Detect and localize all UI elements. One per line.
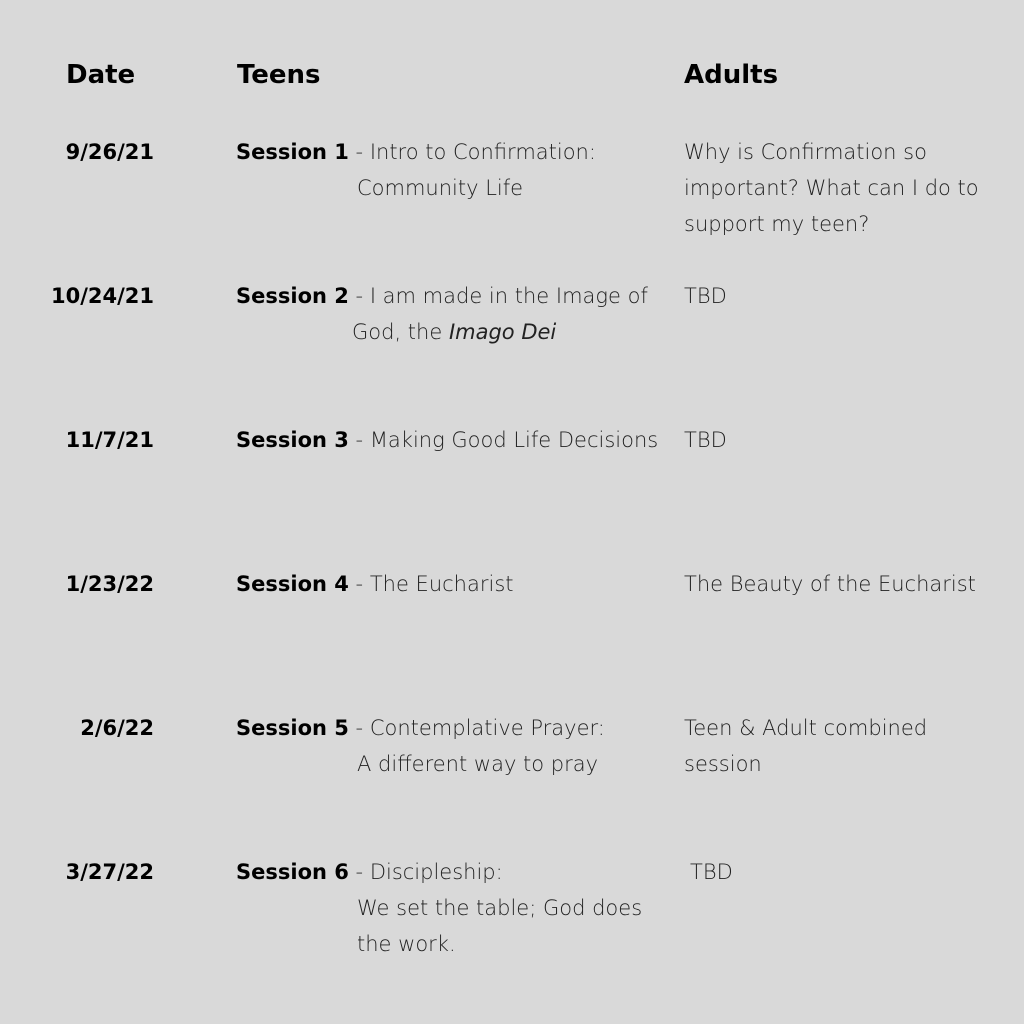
adult-session: TBD [684, 428, 727, 452]
adult-session: Why is Confirmation so important? What can I do to support my teen? [684, 140, 979, 236]
session-label: Session 3 [236, 428, 349, 452]
teen-session [236, 566, 656, 602]
adult-session: Teen & Adult combined session [684, 716, 928, 776]
session-date: 3/27/22 [65, 860, 154, 884]
session-date: 9/26/21 [65, 140, 154, 164]
adult-session: TBD [684, 284, 727, 308]
teen-session [236, 710, 656, 782]
teen-topic-continued: We set the table; God does [357, 896, 643, 920]
teen-topic: Discipleship: [369, 860, 503, 884]
teen-session [236, 278, 656, 350]
session-separator: - [348, 140, 370, 164]
header-date: Date [66, 60, 136, 90]
session-date: 11/7/21 [65, 428, 154, 452]
teen-topic: Intro to Confirmation: [369, 140, 596, 164]
header-teens: Teens [237, 60, 321, 90]
teen-topic-continued [236, 314, 656, 350]
session-date: 10/24/21 [50, 284, 154, 308]
teen-topic-prefix: God, the [352, 320, 449, 344]
session-separator: - [348, 572, 370, 596]
adult-session: TBD [690, 860, 733, 884]
session-separator: - [348, 284, 370, 308]
teen-session [236, 854, 656, 962]
teen-topic: Contemplative Prayer: [369, 716, 605, 740]
teen-topic: Making Good Life Decisions [369, 428, 659, 452]
teen-session [236, 422, 659, 458]
teen-topic-continued: A different way to pray [357, 752, 599, 776]
session-label: Session 5 [236, 716, 349, 740]
session-label: Session 6 [236, 860, 349, 884]
teen-session [236, 134, 656, 206]
session-label: Session 1 [236, 140, 349, 164]
session-date: 1/23/22 [65, 572, 154, 596]
teen-topic: I am made in the Image of [369, 284, 648, 308]
teen-topic-continued: the work. [357, 932, 456, 956]
session-separator: - [348, 428, 370, 452]
session-label: Session 2 [236, 284, 349, 308]
session-separator: - [348, 716, 370, 740]
adult-session: The Beauty of the Eucharist [684, 572, 976, 596]
session-date: 2/6/22 [80, 716, 154, 740]
teen-topic-italic: Imago Dei [448, 320, 557, 344]
session-label: Session 4 [236, 572, 349, 596]
session-separator: - [348, 860, 370, 884]
teen-topic: The Eucharist [369, 572, 514, 596]
teen-topic-continued: Community Life [357, 176, 524, 200]
header-adults: Adults [684, 60, 779, 90]
